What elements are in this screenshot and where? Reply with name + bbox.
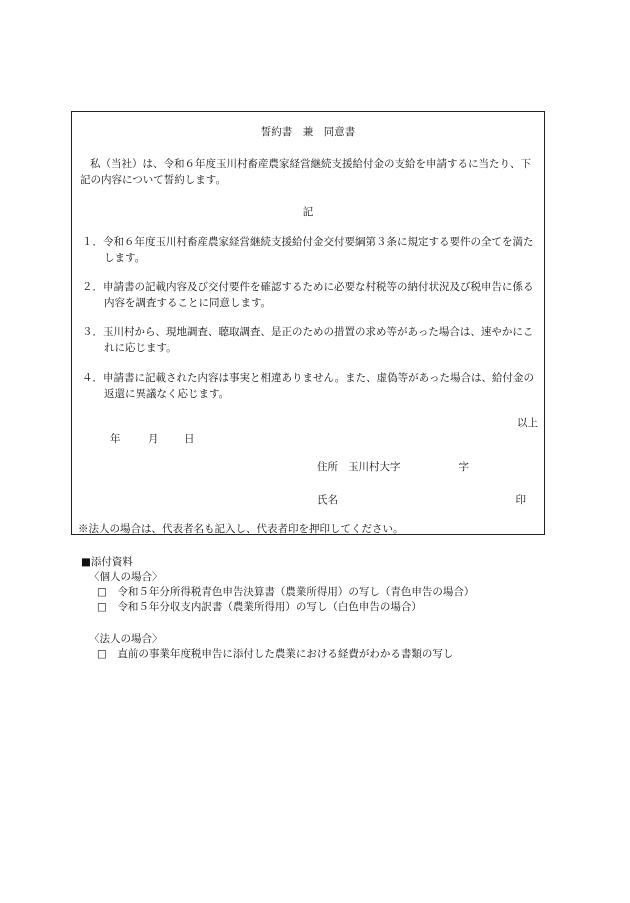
intro-paragraph: 私（当社）は、令和６年度玉川村畜産農家経営継続支援給付金の支給を申請するに当たり、下記の内容について誓約します。: [80, 158, 531, 186]
form-title: 誓約書 兼 同意書: [260, 126, 356, 138]
corporate-note: ※法人の場合は、代表者名も記入し、代表者印を押印してください。: [78, 523, 404, 535]
attachments-heading: ■添付資料: [81, 556, 133, 568]
date-line: [110, 432, 195, 446]
pledge-item-1: １．令和６年度玉川村畜産農家経営継続支援給付金交付要綱第３条に規定する要件の全てを満たします。: [82, 236, 534, 264]
attachments-section: [81, 555, 474, 662]
date-year: 年: [110, 433, 121, 445]
seal-mark: 印: [515, 494, 526, 506]
address-label: 住所: [317, 461, 338, 473]
aza-label: 字: [458, 461, 469, 473]
date-day: 日: [184, 433, 195, 445]
address-line: [317, 460, 469, 474]
pledge-item-2: ２．申請書の記載内容及び交付要件を確認するために必要な村税等の納付状況及び税申告に係る内容を調査することに同意します。: [82, 281, 534, 309]
date-month: 月: [148, 433, 159, 445]
individual-item-1: □ 令和５年分所得税青色申告決算書（農業所得用）の写し（青色申告の場合）: [97, 586, 475, 598]
name-label: 氏名: [317, 494, 338, 506]
corporate-item-1: □ 直前の事業年度税申告に添付した農業における経費がわかる書類の写し: [97, 648, 454, 660]
corporate-label: 〈法人の場合〉: [89, 633, 163, 645]
ki-heading: 記: [302, 206, 314, 218]
individual-label: 〈個人の場合〉: [89, 571, 163, 583]
pledge-form-frame: [71, 111, 545, 535]
ijo-text: 以上: [517, 417, 538, 429]
pledge-item-4: ４．申請書に記載された内容は事実と相違ありません。また、虚偽等があった場合は、給付金の返還に異議なく応じます。: [82, 372, 535, 400]
address-value: 玉川村大字: [348, 461, 401, 473]
pledge-item-3: ３．玉川村から、現地調査、聴取調査、是正のための措置の求め等があった場合は、速やかにこれに応じます。: [82, 326, 534, 354]
individual-item-2: □ 令和５年分収支内訳書（農業所得用）の写し（白色申告の場合）: [97, 601, 422, 613]
